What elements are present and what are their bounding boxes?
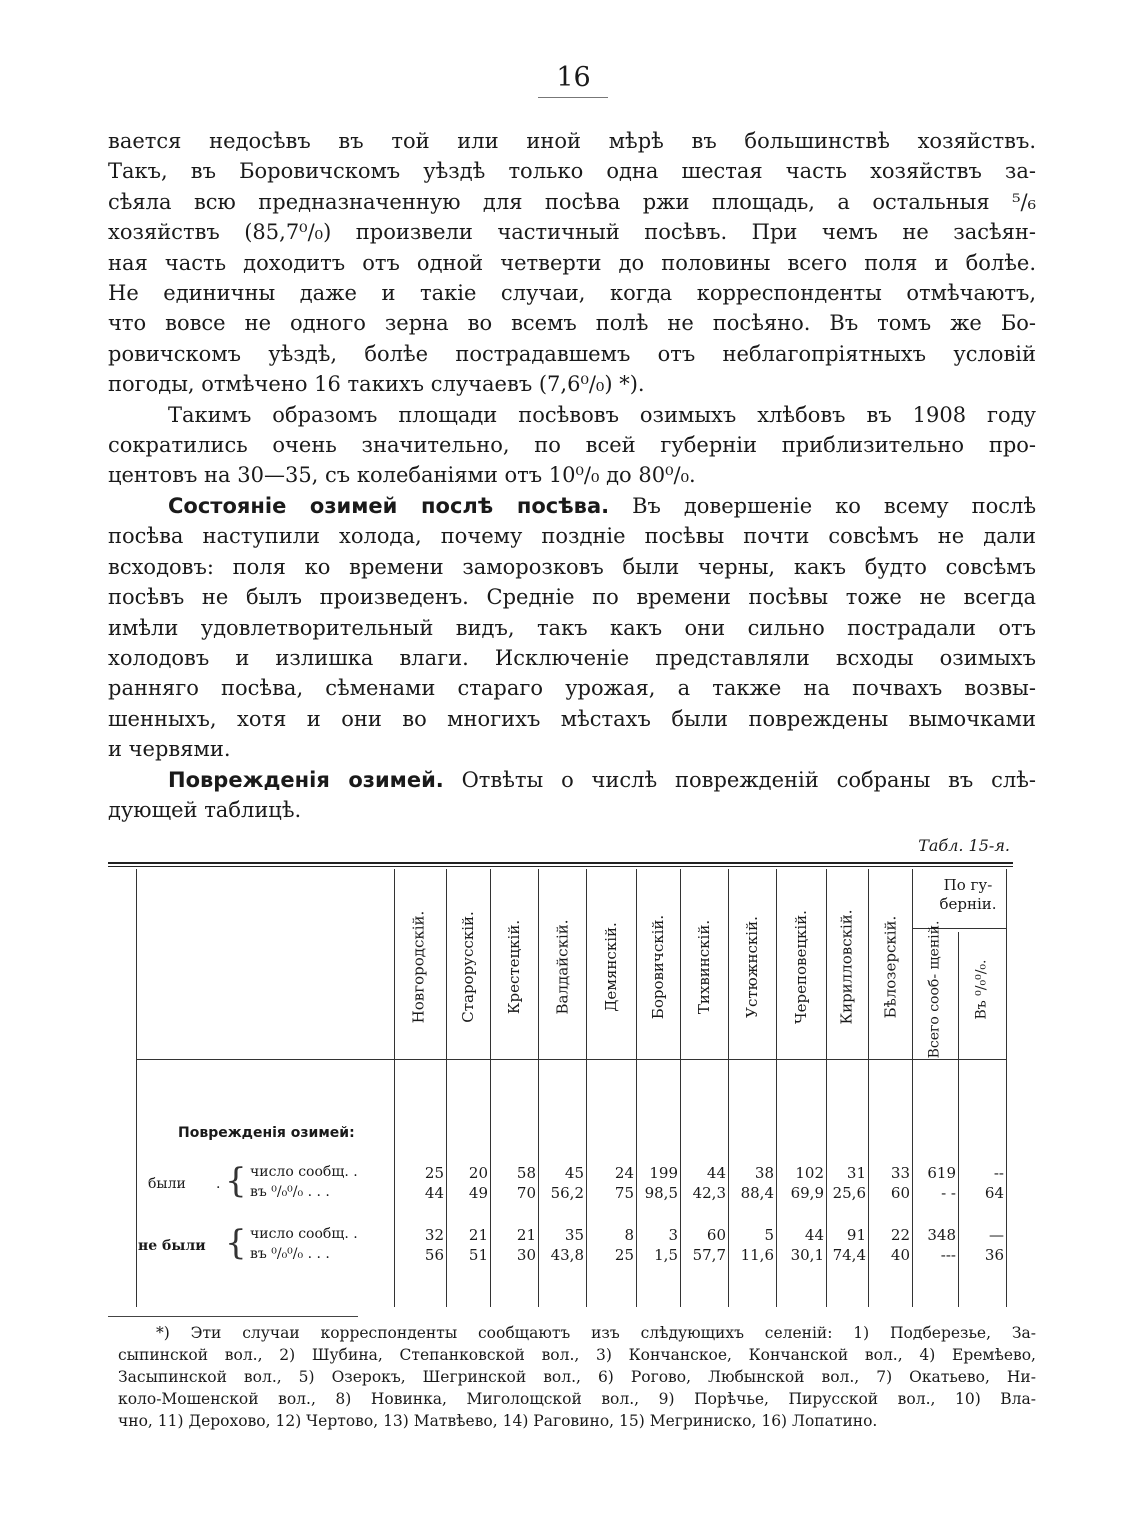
text-line: посѣвъ не былъ произведенъ. Средніе по времени посѣвы тоже не всегда (108, 585, 1036, 610)
text-line: шенныхъ, хотя и они во многихъ мѣстахъ были повреждены вымочками (108, 706, 1036, 731)
col-header-valdai: Валдайскій. (553, 919, 572, 1015)
text-run: Въ довершеніе ко всему послѣ (609, 493, 1036, 518)
table-cell: 75 (614, 1184, 634, 1202)
text-line: хозяйствъ (85,7⁰/₀) произвели частичный посѣвъ. При чемъ не засѣян- (108, 220, 1036, 245)
table-cell: 45 (564, 1164, 584, 1182)
row-group-label-were-not: не были (138, 1238, 206, 1254)
table-cell: 102 (795, 1164, 824, 1182)
text-run: Отвѣты о числѣ поврежденій собраны въ слѣ- (443, 767, 1036, 792)
table-cell: 56 (424, 1246, 444, 1264)
table-cell: 5 (764, 1226, 774, 1244)
text-line: посѣва наступили холода, почему поздніе посѣвы почти совсѣмъ не дали (108, 524, 1036, 549)
text-line: всходовъ: поля ко времени заморозковъ были черны, какъ будто совсѣмъ (108, 554, 1036, 579)
table-col-divider (394, 869, 395, 1307)
text-line: что вовсе не одного зерна во всемъ полѣ не посѣяно. Въ томъ же Бо- (108, 311, 1036, 336)
body-text (108, 126, 1036, 825)
table-cell: 21 (468, 1226, 488, 1244)
table-top-rule-thin (108, 866, 1013, 867)
table-cell: 11,6 (740, 1246, 774, 1264)
row-group-label-were: были (148, 1176, 186, 1192)
text-line: сѣяла всю предназначенную для посѣва ржи площадь, а остальныя ⁵/₆ (108, 189, 1036, 214)
table-cell: 25 (614, 1246, 634, 1264)
table-cell: 20 (468, 1164, 488, 1182)
table-cell: 21 (516, 1226, 536, 1244)
col-header-belozersk: Бѣлозерскій. (881, 915, 900, 1019)
text-line: холодовъ и излишка влаги. Исключеніе представляли всходы озимыхъ (108, 645, 1036, 670)
col-header-kirillov: Кирилловскій. (838, 909, 857, 1025)
table-cell: 22 (890, 1226, 910, 1244)
table-cell: 56,2 (550, 1184, 584, 1202)
text-line: Такъ, въ Боровичскомъ уѣздѣ только одна шестая часть хозяйствъ за- (108, 159, 1036, 184)
row-section-label: Поврежденія озимей: (178, 1125, 355, 1141)
footnote-line: чно, 11) Дерохово, 12) Чертово, 13) Матвѣево, 14) Раговино, 15) Мегриниско, 16) Лопатино. (118, 1412, 878, 1430)
runin-heading: Поврежденія озимей. (168, 767, 444, 792)
header-bottom-rule (136, 1059, 1006, 1060)
col-header-krestcy: Крестецкій. (505, 919, 523, 1015)
text-line: сократились очень значительно, по всей губерніи приблизительно про- (108, 433, 1036, 458)
table-cell: 30,1 (790, 1246, 824, 1264)
text-line: центовъ на 30—35, съ колебаніями отъ 10⁰/₀ до 80⁰/₀. (108, 463, 696, 488)
table-cell: 42,3 (692, 1184, 726, 1202)
text-line: ранняго посѣва, сѣменами стараго урожая, а также на почвахъ возвы- (108, 676, 1036, 701)
col-header-demyansk: Демянскій. (602, 922, 621, 1012)
text-line: Такимъ образомъ площади посѣвовъ озимыхъ хлѣбовъ въ 1908 году (168, 402, 1036, 427)
paragraph-2 (108, 400, 1036, 491)
table-cell: 33 (890, 1164, 910, 1182)
text-line: ровичскомъ уѣздѣ, болѣе пострадавшемъ отъ неблагопріятныхъ условій (108, 341, 1036, 366)
table-cell: 44 (804, 1226, 824, 1244)
row-sub-label: число сообщ. . (250, 1226, 358, 1242)
table-cell: 24 (614, 1164, 634, 1182)
table-cell: 199 (649, 1164, 678, 1182)
col-header-borovichi: Боровичскій. (649, 914, 668, 1020)
table-cell: 619 (927, 1164, 956, 1182)
table-cell: 44 (424, 1184, 444, 1202)
footnote (118, 1322, 1036, 1432)
table-cell: 25,6 (832, 1184, 866, 1202)
row-brace: { (225, 1223, 247, 1263)
table-cell: 40 (890, 1246, 910, 1264)
table-cell: 57,7 (692, 1246, 726, 1264)
table-cell: 25 (424, 1164, 444, 1182)
row-sub-label: въ ⁰/₀⁰/₀ . . . (250, 1246, 330, 1262)
table-cell: 36 (984, 1246, 1004, 1264)
text-line: имѣли удовлетворительный видъ, такъ какъ они сильно пострадали отъ (108, 615, 1036, 640)
table-cell: 64 (984, 1184, 1004, 1202)
table-cell: 31 (846, 1164, 866, 1182)
table-cell: 51 (468, 1246, 488, 1264)
table-cell: 3 (668, 1226, 678, 1244)
col-group-header-province: По гу- берніи. (939, 876, 997, 913)
text-line (108, 765, 1036, 795)
col-header-ustyuzhna: Устюжнскій. (743, 916, 762, 1018)
footnote-line: *) Эти случаи корреспонденты сообщаютъ изъ слѣдующихъ селеній: 1) Подберезье, За- (156, 1324, 1036, 1342)
row-brace: { (225, 1161, 247, 1201)
table-cell: 91 (846, 1226, 866, 1244)
row-dot: . (216, 1176, 221, 1192)
text-line: ная часть доходитъ отъ одной четверти до половины всего поля и болѣе. (108, 250, 1036, 275)
row-sub-label: число сообщ. . (250, 1164, 358, 1180)
table-cell: 1,5 (654, 1246, 678, 1264)
table-cell: 32 (424, 1226, 444, 1244)
table-cell: 70 (516, 1184, 536, 1202)
table-cell: 44 (706, 1164, 726, 1182)
footnote-line: сыпинской вол., 2) Шубина, Степанковской вол., 3) Кончанское, Кончанской вол., 4) Еремѣево, (118, 1346, 1036, 1364)
col-header-tikhvin: Тихвинскій. (695, 919, 713, 1015)
table-col-divider (136, 869, 137, 1307)
table-cell: 60 (706, 1226, 726, 1244)
table-cell: 8 (624, 1226, 634, 1244)
table-label: Табл. 15-я. (918, 836, 1010, 855)
footnote-line: коло-Мошенской вол., 8) Новинка, Миголощской вол., 9) Порѣчье, Пирусской вол., 10) Вла- (118, 1390, 1036, 1408)
table-cell: 69,9 (790, 1184, 824, 1202)
col-header-percent: Въ ⁰/₀⁰/₀. (973, 959, 990, 1020)
damage-table (108, 862, 1013, 1310)
text-line: Не единичны даже и такіе случаи, когда корреспонденты отмѣчаютъ, (108, 281, 1036, 306)
page-number-rule (538, 97, 608, 98)
page-number: 16 (556, 62, 591, 93)
paragraph-4 (108, 765, 1036, 826)
table-cell: 98,5 (644, 1184, 678, 1202)
table-col-divider (1006, 869, 1007, 1307)
row-sub-label: въ ⁰/₀⁰/₀ . . . (250, 1184, 330, 1200)
text-line: дующей таблицѣ. (108, 797, 302, 822)
runin-heading: Состояніе озимей послѣ посѣва. (168, 493, 610, 518)
col-header-cherepovets: Череповецкій. (792, 910, 811, 1024)
text-line (108, 491, 1036, 521)
col-header-staraya-russa: Старорусскій. (459, 911, 477, 1023)
table-cell: 88,4 (740, 1184, 774, 1202)
paragraph-3 (108, 491, 1036, 765)
paragraph-1 (108, 126, 1036, 400)
table-cell: --- (940, 1246, 956, 1264)
col-header-novgorod: Новгородскій. (409, 910, 427, 1024)
table-cell: 74,4 (832, 1246, 866, 1264)
table-cell: 35 (564, 1226, 584, 1244)
table-cell: 38 (754, 1164, 774, 1182)
table-cell: 348 (927, 1226, 956, 1244)
text-line: и червями. (108, 737, 231, 762)
footnote-rule (108, 1316, 358, 1317)
table-cell: 60 (890, 1184, 910, 1202)
footnote-line: Засыпинской вол., 5) Озерокъ, Шегринской вол., 6) Рогово, Любынской вол., 7) Окатьево, Ни- (118, 1368, 1036, 1386)
table-cell: 30 (516, 1246, 536, 1264)
col-header-total-reports: Всего сооб- щеній. (926, 920, 943, 1059)
table-cell: 49 (468, 1184, 488, 1202)
table-top-rule (108, 862, 1013, 864)
text-line: вается недосѣвъ въ той или иной мѣрѣ въ большинствѣ хозяйствъ. (108, 129, 1036, 153)
text-line: погоды, отмѣчено 16 такихъ случаевъ (7,6⁰/₀) *). (108, 372, 645, 397)
table-cell: -- (993, 1164, 1004, 1182)
table-cell: 58 (516, 1164, 536, 1182)
table-cell: — (989, 1226, 1004, 1244)
table-cell: 43,8 (550, 1246, 584, 1264)
table-cell: - - (941, 1184, 956, 1202)
